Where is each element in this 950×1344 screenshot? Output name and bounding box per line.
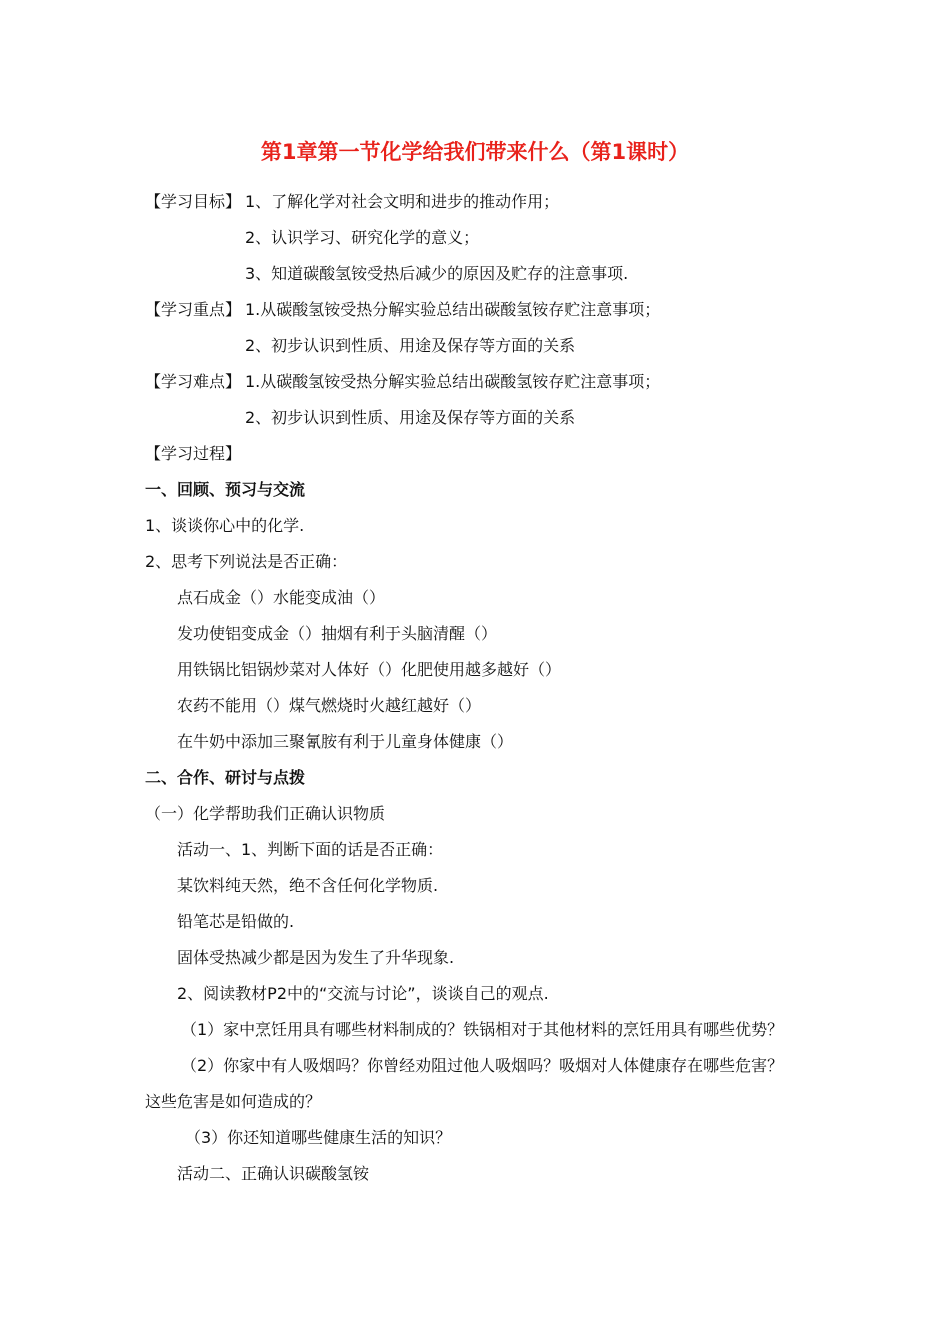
key-points-label: 【学习重点】	[145, 300, 242, 319]
difficulty-item: 1.从碳酸氢铵受热分解实验总结出碳酸氢铵存贮注意事项；	[245, 372, 661, 391]
objective-item: 3、知道碳酸氢铵受热后减少的原因及贮存的注意事项.	[245, 264, 629, 283]
discussion-item: （3）你还知道哪些健康生活的知识？	[185, 1128, 452, 1147]
question-item: 2、思考下列说法是否正确：	[145, 552, 348, 571]
statement-item: 点石成金（）水能变成油（）	[177, 588, 386, 607]
subsection-heading: （一）化学帮助我们正确认识物质	[145, 804, 386, 823]
process-label: 【学习过程】	[145, 444, 242, 463]
section1-heading: 一、回顾、预习与交流	[145, 480, 306, 499]
difficulty-item: 2、初步认识到性质、用途及保存等方面的关系	[245, 408, 576, 427]
key-point-item: 1.从碳酸氢铵受热分解实验总结出碳酸氢铵存贮注意事项；	[245, 300, 661, 319]
section2-heading: 二、合作、研讨与点拨	[145, 768, 306, 787]
page-title: 第1章第一节化学给我们带来什么（第1课时）	[260, 140, 690, 164]
objectives-label: 【学习目标】	[145, 192, 242, 211]
question-item: 1、谈谈你心中的化学.	[145, 516, 305, 535]
discussion-item: 这些危害是如何造成的？	[145, 1092, 322, 1111]
objective-item: 1、了解化学对社会文明和进步的推动作用；	[245, 192, 560, 211]
statement-item: 发功使铝变成金（）抽烟有利于头脑清醒（）	[177, 624, 498, 643]
statement-item: 在牛奶中添加三聚氰胺有利于儿童身体健康（）	[177, 732, 514, 751]
objective-item: 2、认识学习、研究化学的意义；	[245, 228, 480, 247]
discussion-item: （1）家中烹饪用具有哪些材料制成的？铁锅相对于其他材料的烹饪用具有哪些优势？	[181, 1020, 784, 1039]
activity-heading: 活动一、1、判断下面的话是否正确：	[177, 840, 444, 859]
statement-item: 农药不能用（）煤气燃烧时火越红越好（）	[177, 696, 482, 715]
difficulties-label: 【学习难点】	[145, 372, 242, 391]
discussion-item: （2）你家中有人吸烟吗？你曾经劝阻过他人吸烟吗？吸烟对人体健康存在哪些危害？	[181, 1056, 784, 1075]
claim-item: 固体受热减少都是因为发生了升华现象.	[177, 948, 455, 967]
reading-task: 2、阅读教材P2中的“交流与讨论”，谈谈自己的观点.	[177, 984, 549, 1003]
activity-heading: 活动二、正确认识碳酸氢铵	[177, 1164, 370, 1183]
key-point-item: 2、初步认识到性质、用途及保存等方面的关系	[245, 336, 576, 355]
claim-item: 某饮料纯天然，绝不含任何化学物质.	[177, 876, 439, 895]
statement-item: 用铁锅比铝锅炒菜对人体好（）化肥使用越多越好（）	[177, 660, 562, 679]
claim-item: 铅笔芯是铅做的.	[177, 912, 295, 931]
